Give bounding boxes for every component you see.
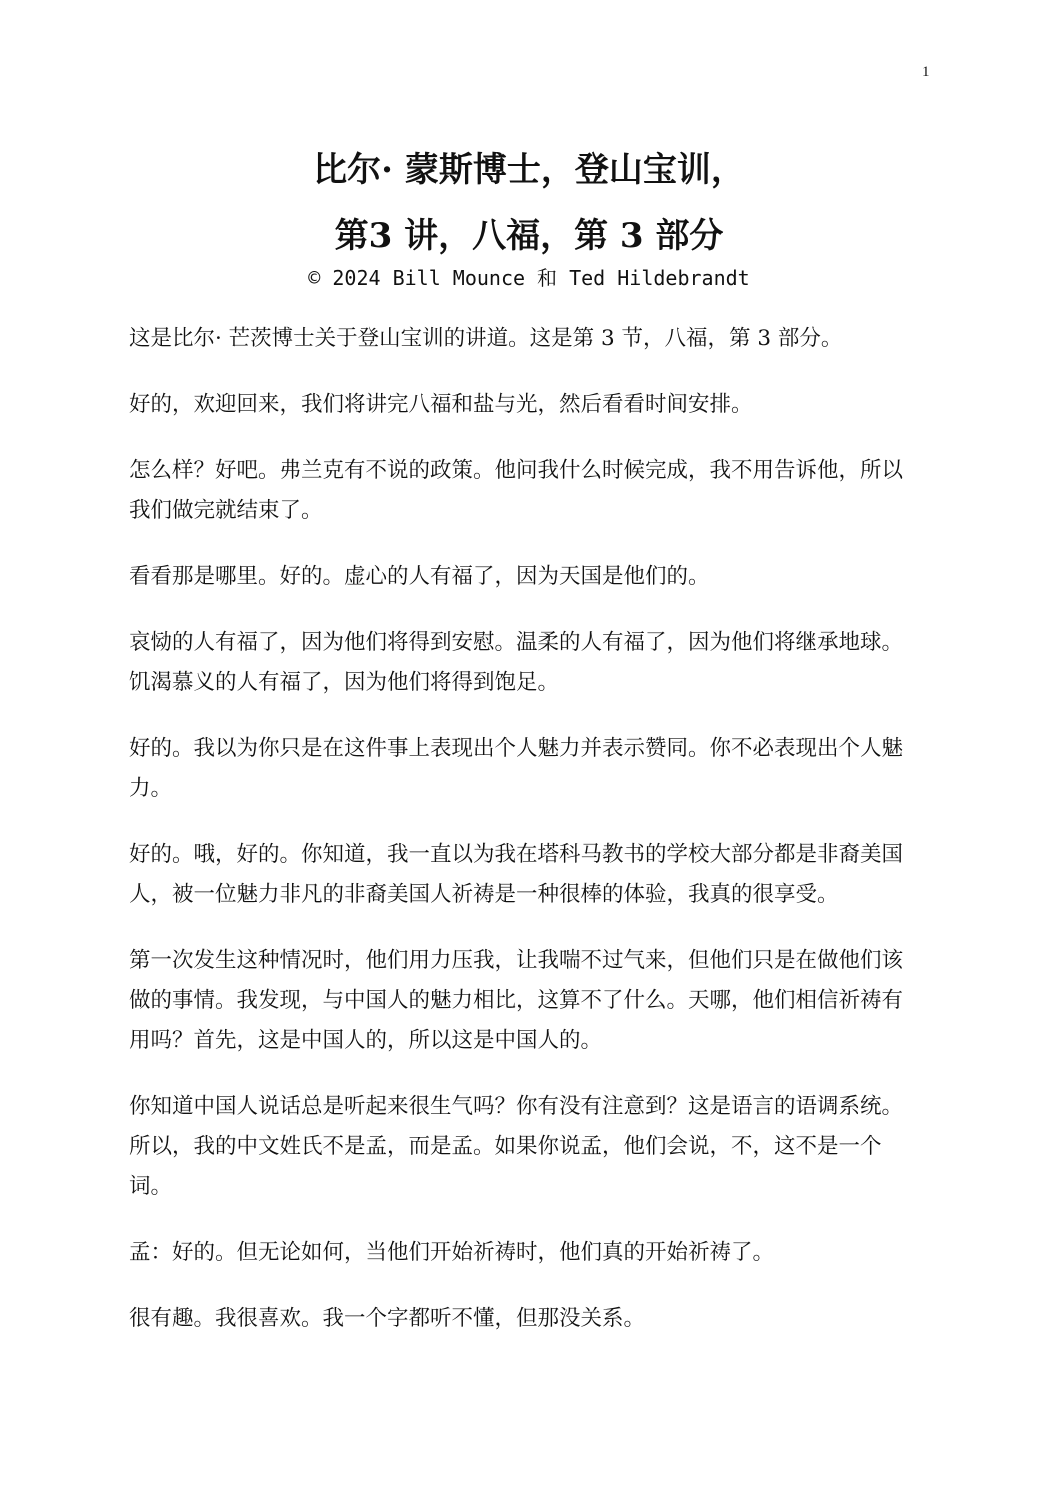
document-title-line-2: 第3 讲，八福，第 3 部分 bbox=[334, 216, 724, 256]
document-title-line-1: 比尔· 蒙斯博士，登山宝训， bbox=[313, 150, 745, 190]
paragraph: 第一次发生这种情况时，他们用力压我，让我喘不过气来，但他们只是在做他们该做的事情。我发现，与中国人的魅力相比，这算不了什么。天哪，他们相信祈祷有用吗？首先，这是中国人的，所以这是中国人的。 bbox=[129, 948, 904, 1053]
paragraph: 这是比尔· 芒茨博士关于登山宝训的讲道。这是第 3 节，八福，第 3 部分。 bbox=[129, 326, 843, 351]
copyright-notice: © 2024 Bill Mounce 和 Ted Hildebrandt bbox=[308, 266, 750, 290]
page-number: 1 bbox=[922, 64, 930, 80]
paragraph: 孟：好的。但无论如何，当他们开始祈祷时，他们真的开始祈祷了。 bbox=[129, 1240, 775, 1265]
paragraph: 你知道中国人说话总是听起来很生气吗？你有没有注意到？这是语言的语调系统。所以，我的中文姓氏不是孟，而是孟。如果你说孟，他们会说，不，这不是一个词。 bbox=[129, 1094, 904, 1199]
paragraph: 怎么样？好吧。弗兰克有不说的政策。他问我什么时候完成，我不用告诉他，所以我们做完就结束了。 bbox=[129, 458, 904, 523]
paragraph: 好的，欢迎回来，我们将讲完八福和盐与光，然后看看时间安排。 bbox=[129, 392, 753, 417]
paragraph: 好的。我以为你只是在这件事上表现出个人魅力并表示赞同。你不必表现出个人魅力。 bbox=[129, 736, 904, 801]
paragraph: 很有趣。我很喜欢。我一个字都听不懂，但那没关系。 bbox=[129, 1306, 646, 1331]
paragraph: 好的。哦，好的。你知道，我一直以为我在塔科马教书的学校大部分都是非裔美国人，被一位魅力非凡的非裔美国人祈祷是一种很棒的体验，我真的很享受。 bbox=[129, 842, 904, 907]
paragraph: 哀恸的人有福了，因为他们将得到安慰。温柔的人有福了，因为他们将继承地球。饥渴慕义的人有福了，因为他们将得到饱足。 bbox=[129, 630, 904, 695]
transcript-body bbox=[129, 319, 924, 1365]
paragraph: 看看那是哪里。好的。虚心的人有福了，因为天国是他们的。 bbox=[129, 564, 710, 589]
